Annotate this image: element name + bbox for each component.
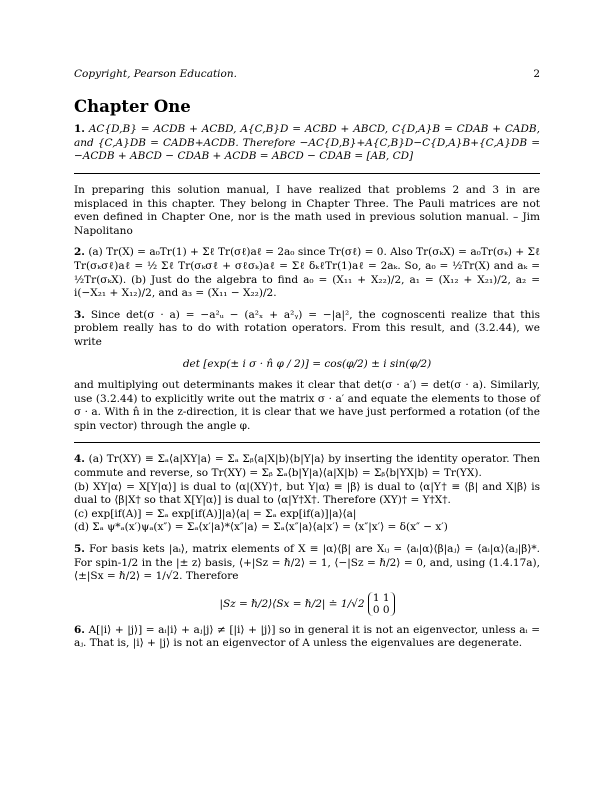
problem-6 [74, 624, 540, 651]
problem-number: 6. [74, 623, 85, 636]
copyright-text: Copyright, Pearson Education. [74, 68, 237, 80]
problem-3-continued: and multiplying out determinants makes it clear that det(σ · a′) = det(σ · a). Similarly, use (3.2.44) to explicitly write out the matrix σ · a′ and equate the elements to those of σ · a. With n̂ in the z-direction, it is clear that we have just performed a rotation (of the spin vector) through the angle φ. [74, 379, 540, 432]
problem-2 [74, 246, 540, 300]
problem-text: (a) Tr(XY) ≡ Σₐ⟨a|XY|a⟩ = Σₐ Σᵦ⟨a|X|b⟩⟨b|Y|a⟩ by inserting the identity operator. Then commute and reverse, so Tr(XY) = Σᵦ Σₐ⟨b|Y|a⟩⟨a|X|b⟩ = Σᵦ⟨b|YX|b⟩ = Tr(YX). [74, 453, 540, 480]
problem-text: A[|i⟩ + |j⟩] = aᵢ|i⟩ + aⱼ|j⟩ ≠ [|i⟩ + |j⟩] so in general it is not an eigenvector, unless aᵢ = aⱼ. That is, |i⟩ + |j⟩ is not an eigenvector of A unless the eigenvalues are degenerate. [74, 623, 540, 650]
problem-number: 4. [74, 453, 85, 466]
problem-text: Since det(σ · a) = −a²ᵤ − (a²ₓ + a²ᵧ) = −|a|², the cognoscenti realize that this problem really has to do with rotation operators. From this result, and (3.2.44), we write [74, 308, 540, 348]
problem-number: 1. [74, 123, 85, 136]
page-header [74, 68, 540, 82]
problem-number: 3. [74, 308, 85, 321]
problem-text: AC{D,B} = ACDB + ACBD, A{C,B}D = ACBD + ABCD, C{D,A}B = CDAB + CADB, and {C,A}DB = CADB+ACDB. Therefore −AC{D,B}+A{C,B}D−C{D,A}B+{C,A}DB = −ACDB + ABCD − CDAB + ACDB = ABCD − CDAB = [AB, CD] [74, 123, 540, 163]
equation-5-lhs: |Sz = ℏ/2⟩⟨Sx = ℏ/2| ≐ 1/√2 [219, 597, 365, 610]
matrix-row-2: 0 0 [372, 603, 390, 616]
divider [74, 442, 540, 443]
equation-3: det [exp(± i σ · n̂ φ / 2)] = cos(φ/2) ± i sin(φ/2) [182, 357, 432, 370]
problem-text: For basis kets |aᵢ⟩, matrix elements of X ≡ |α⟩⟨β| are Xᵢⱼ = ⟨aᵢ|α⟩⟨β|aⱼ⟩ = ⟨aᵢ|α⟩⟨aⱼ|β⟩*. For spin-1/2 in the |± z⟩ basis, ⟨+|Sz = ℏ/2⟩ = 1, ⟨−|Sz = ℏ/2⟩ = 0, and, using (1.4.17a), ⟨±|Sx = ℏ/2⟩ = 1/√2. Therefore [74, 543, 541, 583]
problem-number: 5. [74, 543, 85, 556]
problem-5 [74, 543, 540, 584]
matrix-row-1: 1 1 [372, 591, 390, 604]
problem-number: 2. [74, 246, 85, 259]
matrix [368, 592, 395, 616]
problem-3 [74, 309, 540, 350]
problem-4d: (d) Σₐ ψ*ₐ(x′)ψₐ(x″) = Σₐ⟨x′|a⟩*⟨x″|a⟩ = Σₐ⟨x″|a⟩⟨a|x′⟩ = ⟨x″|x′⟩ = δ(x″ − x′) [74, 521, 448, 534]
author-note: In preparing this solution manual, I have realized that problems 2 and 3 in are misplaced in this chapter. They belong in Chapter Three. The Pauli matrices are not even defined in Chapter One, nor is the math used in previous solution manual. – Jim Napolitano [74, 183, 540, 237]
problem-4b: (b) XY|α⟩ = X[Y|α⟩] is dual to ⟨α|(XY)†, but Y|α⟩ ≡ |β⟩ is dual to ⟨α|Y† ≡ ⟨β| and X|β⟩ is dual to ⟨β|X† so that X[Y|α⟩] is dual to ⟨α|Y†X†. Therefore (XY)† = Y†X†. [74, 480, 540, 507]
problem-text: (a) Tr(X) = a₀Tr(1) + Σℓ Tr(σℓ)aℓ = 2a₀ since Tr(σℓ) = 0. Also Tr(σₖX) = a₀Tr(σₖ) + Σℓ Tr(σₖσℓ)aℓ = ½ Σℓ Tr(σₖσℓ + σℓσₖ)aℓ = Σℓ δₖℓTr(1)aℓ = 2aₖ. So, a₀ = ½Tr(X) and aₖ = ½Tr(σₖX). (b) Just do the algebra to find a₀ = (X₁₁ + X₂₂)/2, a₁ = (X₁₂ + X₂₁)/2, a₂ = i(−X₂₁ + X₁₂)/2, and a₃ = (X₁₁ − X₂₂)/2. [74, 246, 540, 300]
page-number: 2 [533, 68, 540, 80]
page [74, 68, 540, 659]
problem-4a [74, 453, 540, 480]
divider [74, 173, 540, 174]
problem-4c: (c) exp[if(A)] = Σₐ exp[if(A)]|a⟩⟨a| = Σₐ exp[if(a)]|a⟩⟨a| [74, 507, 357, 520]
equation-5 [74, 592, 540, 616]
chapter-title: Chapter One [74, 96, 191, 116]
problem-1 [74, 123, 540, 164]
